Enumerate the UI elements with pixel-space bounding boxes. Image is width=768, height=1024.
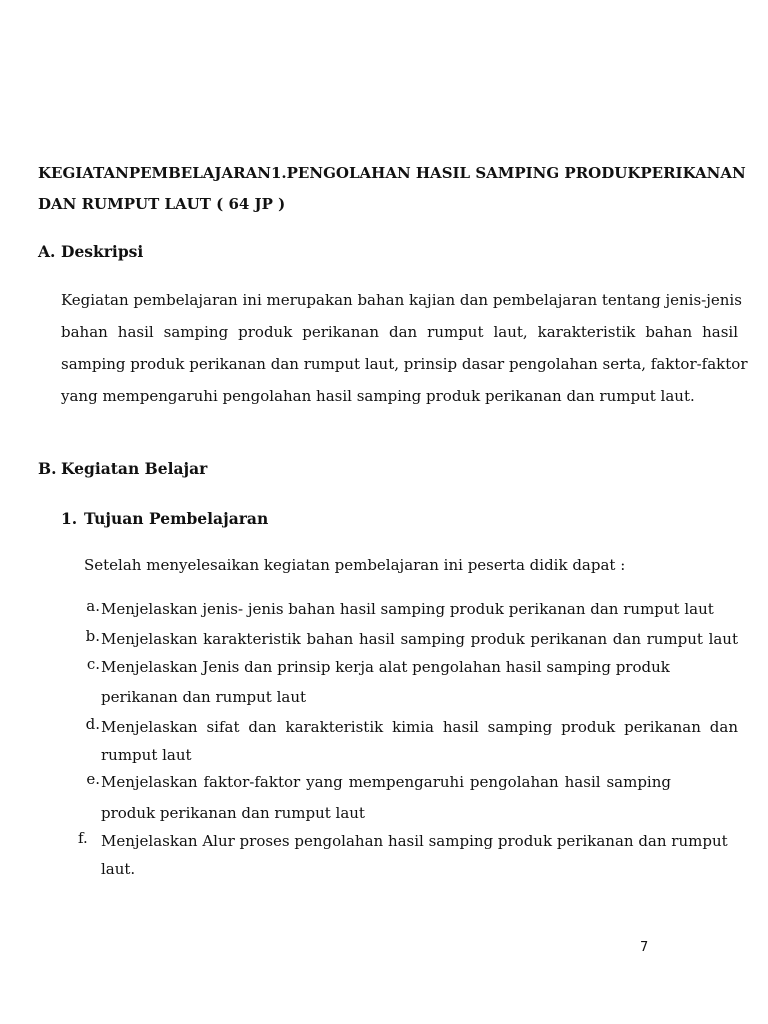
- list-item-text: perikanan dan rumput laut: [101, 688, 307, 706]
- list-item-text: Menjelaskan Jenis dan prinsip kerja alat pengolahan hasil samping produk: [101, 658, 670, 676]
- list-item: [78, 597, 740, 621]
- paragraph-line: samping produk perikanan dan rumput laut, prinsip dasar pengolahan serta, faktor-faktor: [61, 355, 748, 373]
- section-a-heading: [38, 242, 143, 261]
- title-word: PERIKANAN: [640, 164, 746, 182]
- list-item-letter: a.: [86, 597, 100, 615]
- list-item-letter: c.: [86, 655, 100, 673]
- title-word: 1.: [270, 164, 287, 182]
- list-item-text: laut.: [101, 860, 136, 878]
- title-line-1: [38, 158, 746, 189]
- list-item: [78, 655, 740, 707]
- title-word: PEMBELAJARAN: [128, 164, 271, 182]
- list-item-text: Menjelaskan jenis- jenis bahan hasil samping produk perikanan dan rumput laut: [101, 600, 714, 618]
- paragraph-line: bahan hasil samping produk perikanan dan rumput laut, karakteristik bahan hasil: [61, 323, 738, 341]
- list-item: [78, 715, 740, 763]
- list-item-letter: f.: [78, 829, 88, 847]
- list-item-text: Menjelaskan Alur proses pengolahan hasil samping produk perikanan dan rumput: [101, 832, 728, 850]
- section-b-title: Kegiatan Belajar: [61, 459, 208, 478]
- title-line-2: DAN RUMPUT LAUT ( 64 JP ): [38, 195, 286, 213]
- subsection-label: 1.: [61, 509, 78, 528]
- list-item-text: Menjelaskan karakteristik bahan hasil samping produk perikanan dan rumput laut: [101, 630, 738, 648]
- subsection-title: Tujuan Pembelajaran: [84, 509, 269, 528]
- list-item-text: Menjelaskan faktor-faktor yang mempengaruhi pengolahan hasil samping: [101, 773, 671, 791]
- list-item-text: rumput laut: [101, 746, 192, 764]
- page-title: [38, 158, 746, 220]
- list-item-letter: e.: [86, 770, 100, 788]
- section-a-title: Deskripsi: [61, 242, 144, 261]
- description-paragraph: [61, 284, 748, 412]
- subsection-heading: [61, 509, 268, 528]
- section-b-label: B.: [38, 459, 57, 478]
- paragraph-line: yang mempengaruhi pengolahan hasil samping produk perikanan dan rumput laut.: [61, 387, 695, 405]
- list-item: [78, 770, 740, 824]
- list-item: [78, 627, 740, 651]
- objectives-intro: Setelah menyelesaikan kegiatan pembelajaran ini peserta didik dapat :: [84, 556, 626, 574]
- paragraph-line: Kegiatan pembelajaran ini merupakan bahan kajian dan pembelajaran tentang jenis-jenis: [61, 291, 742, 309]
- list-item-text: produk perikanan dan rumput laut: [101, 804, 365, 822]
- title-word: KEGIATAN: [38, 164, 129, 182]
- list-item-text: Menjelaskan sifat dan karakteristik kimia hasil samping produk perikanan dan: [101, 718, 738, 736]
- section-a-label: A.: [38, 242, 56, 261]
- section-b-heading: [38, 459, 207, 478]
- title-word: PENGOLAHAN HASIL SAMPING PRODUK: [286, 164, 641, 182]
- list-item-letter: b.: [85, 627, 100, 645]
- page-number: 7: [640, 940, 649, 955]
- list-item: [78, 829, 740, 881]
- list-item-letter: d.: [85, 715, 100, 733]
